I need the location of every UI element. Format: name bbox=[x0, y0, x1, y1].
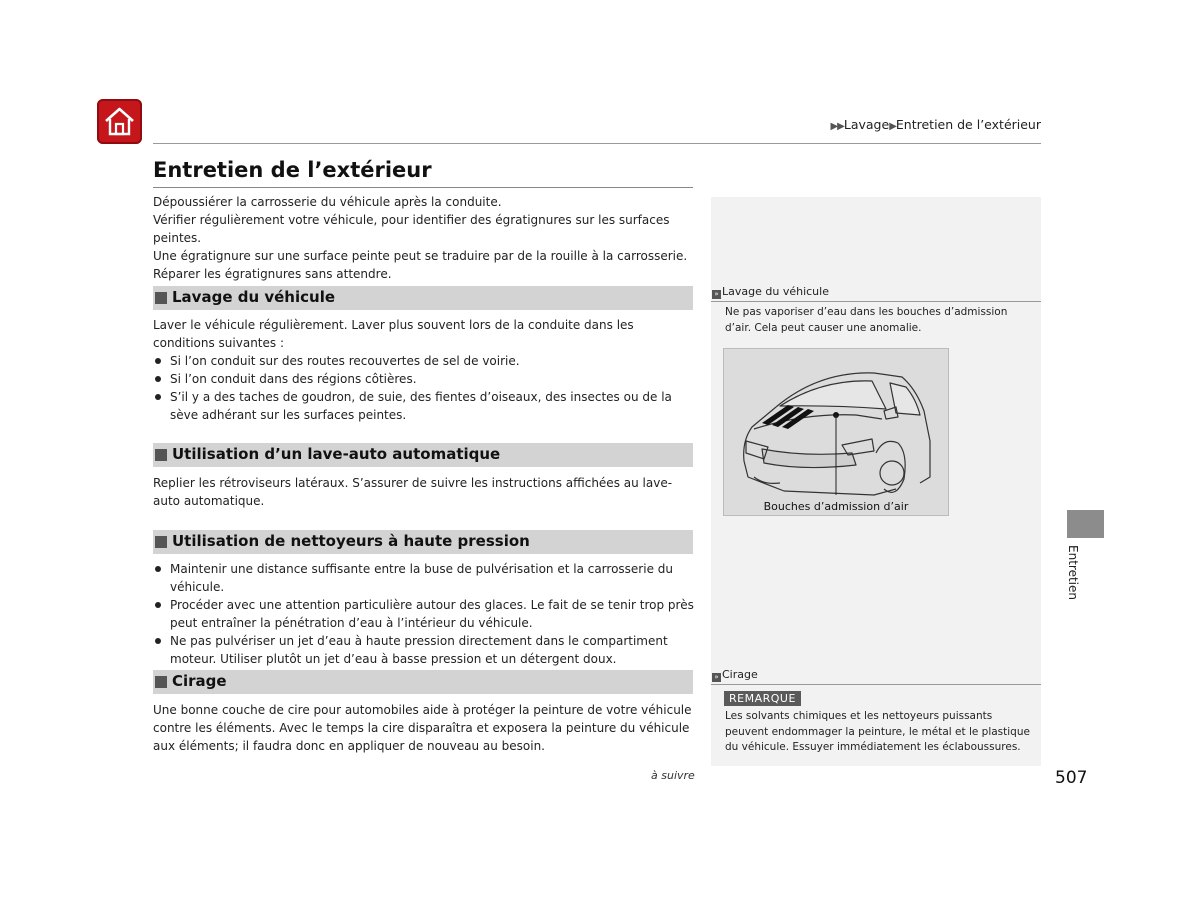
intro-line: Dépoussiérer la carrosserie du véhicule après la conduite. bbox=[153, 195, 502, 209]
section-title: Utilisation d’un lave-auto automatique bbox=[172, 445, 501, 463]
square-icon bbox=[155, 536, 167, 548]
page-title: Entretien de l’extérieur bbox=[153, 158, 432, 182]
intro-text bbox=[153, 193, 698, 283]
note-heading-text: Lavage du véhicule bbox=[722, 285, 829, 298]
chapter-label: Entretien bbox=[1066, 545, 1080, 600]
bullet-list bbox=[153, 352, 698, 424]
title-divider bbox=[153, 187, 693, 188]
note-heading-text: Cirage bbox=[722, 668, 758, 681]
bullet-list bbox=[153, 560, 698, 668]
square-icon bbox=[155, 449, 167, 461]
note-heading-cirage[interactable] bbox=[712, 668, 758, 682]
home-icon bbox=[103, 105, 136, 138]
chapter-tab[interactable] bbox=[1067, 510, 1104, 538]
breadcrumb-link-lavage[interactable]: Lavage bbox=[843, 117, 890, 132]
home-button[interactable] bbox=[97, 99, 142, 144]
breadcrumb-current[interactable]: Entretien de l’extérieur bbox=[895, 117, 1041, 132]
intro-line: Réparer les égratignures sans attendre. bbox=[153, 267, 392, 281]
list-item: S’il y a des taches de goudron, de suie, des fientes d’oiseaux, des insectes ou de la sève adhérant sur les surfaces peintes. bbox=[153, 388, 698, 424]
square-icon bbox=[155, 676, 167, 688]
car-air-intake-image bbox=[724, 349, 948, 515]
car-illustration bbox=[723, 348, 949, 516]
list-item: Si l’on conduit dans des régions côtières. bbox=[153, 370, 698, 388]
continued-label: à suivre bbox=[651, 769, 695, 782]
section-header-haute-pression bbox=[153, 530, 693, 554]
section-title: Cirage bbox=[172, 672, 227, 690]
list-item: Maintenir une distance suffisante entre la buse de pulvérisation et la carrosserie du véhicule. bbox=[153, 560, 698, 596]
note-divider bbox=[711, 301, 1041, 302]
note-arrow-icon: » bbox=[712, 673, 721, 682]
note-text-cirage: Les solvants chimiques et les nettoyeurs puissants peuvent endommager la peinture, le métal et le plastique du véhicule. Essuyer immédiatement les éclaboussures. bbox=[725, 710, 1030, 753]
section-header-cirage bbox=[153, 670, 693, 694]
note-divider bbox=[711, 684, 1041, 685]
intro-line: Une égratignure sur une surface peinte peut se traduire par de la rouille à la carrosserie. bbox=[153, 249, 688, 263]
note-text-lavage: Ne pas vaporiser d’eau dans les bouches d’admission d’air. Cela peut causer une anomalie. bbox=[725, 306, 1008, 334]
section-body-lave-auto: Replier les rétroviseurs latéraux. S’assurer de suivre les instructions affichées au lave-auto automatique. bbox=[153, 476, 673, 508]
note-arrow-icon: » bbox=[712, 290, 721, 299]
section-body-lavage bbox=[153, 316, 698, 424]
section-title: Utilisation de nettoyeurs à haute pression bbox=[172, 532, 530, 550]
triangle-right-icon: ▶▶ bbox=[830, 121, 844, 132]
section-header-lavage bbox=[153, 286, 693, 310]
page-number: 507 bbox=[1055, 768, 1088, 788]
triangle-right-icon: ▶ bbox=[889, 121, 896, 132]
square-icon bbox=[155, 292, 167, 304]
section-body-haute-pression bbox=[153, 560, 698, 668]
section-body-cirage: Une bonne couche de cire pour automobiles aide à protéger la peinture de votre véhicule contre les éléments. Avec le temps la cire disparaîtra et exposera la peinture du véhicule aux éléments; il faudra donc en appliquer de nouveau au besoin. bbox=[153, 703, 692, 753]
section-text: Laver le véhicule régulièrement. Laver plus souvent lors de la conduite dans les conditions suivantes : bbox=[153, 318, 634, 350]
list-item: Procéder avec une attention particulière autour des glaces. Le fait de se tenir trop près peut entraîner la pénétration d’eau à l’intérieur du véhicule. bbox=[153, 596, 698, 632]
remarque-badge: REMARQUE bbox=[724, 691, 801, 706]
header-divider bbox=[153, 143, 1041, 144]
figure-caption: Bouches d’admission d’air bbox=[763, 500, 909, 513]
list-item: Si l’on conduit sur des routes recouvertes de sel de voirie. bbox=[153, 352, 698, 370]
list-item: Ne pas pulvériser un jet d’eau à haute pression directement dans le compartiment moteur. Utiliser plutôt un jet d’eau à basse pression et un détergent doux. bbox=[153, 632, 698, 668]
section-header-lave-auto bbox=[153, 443, 693, 467]
section-title: Lavage du véhicule bbox=[172, 288, 336, 306]
note-heading-lavage[interactable] bbox=[712, 285, 829, 299]
intro-line: Vérifier régulièrement votre véhicule, pour identifier des égratignures sur les surfaces peintes. bbox=[153, 213, 670, 245]
breadcrumb bbox=[830, 117, 1041, 132]
